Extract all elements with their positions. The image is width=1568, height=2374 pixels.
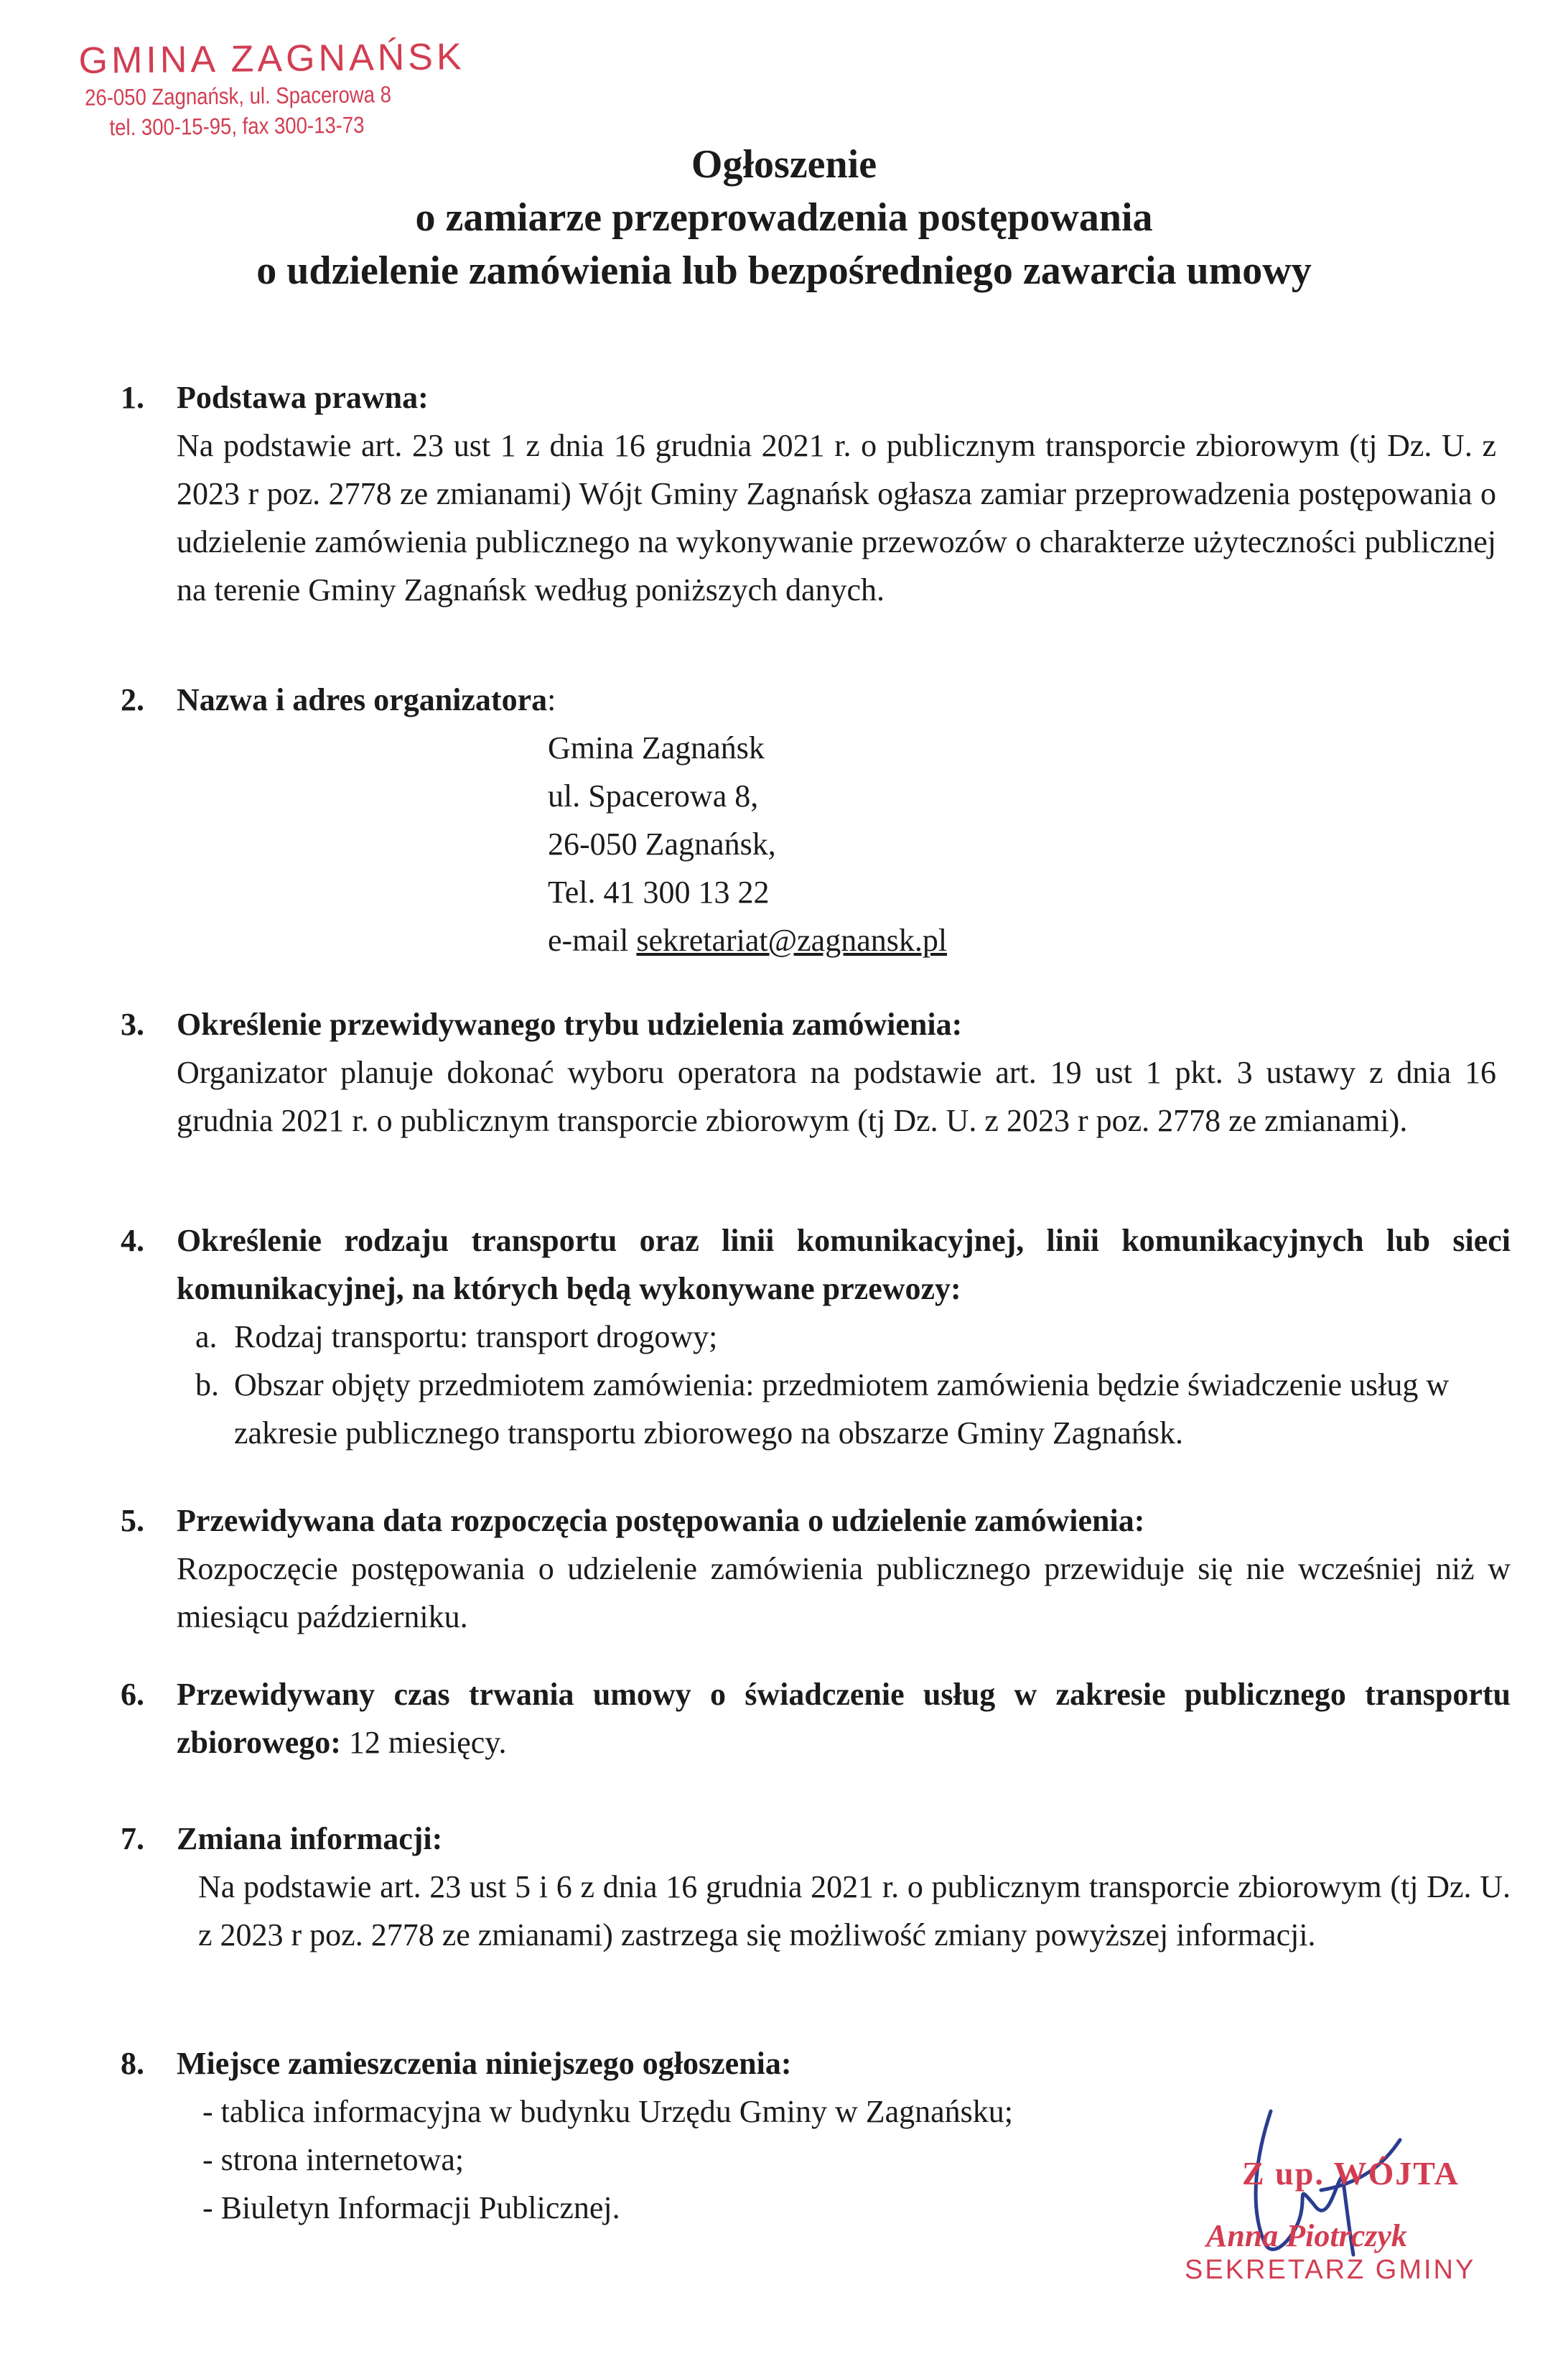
section-number: 4. (121, 1223, 144, 1258)
section-number: 7. (121, 1821, 144, 1856)
address-line: Tel. 41 300 13 22 (548, 875, 770, 910)
address-line: ul. Spacerowa 8, (548, 778, 759, 814)
organizer-address (548, 724, 947, 964)
signatory-position: SEKRETARZ GMINY (1185, 2255, 1476, 2285)
list-item: - tablica informacyjna w budynku Urzędu Gminy w Zagnańsku; (202, 2094, 1014, 2129)
section-number: 6. (121, 1677, 144, 1712)
section-heading: Przewidywany czas trwania umowy o świadczenie usług w zakresie publicznego transportu zbiorowego: (177, 1677, 1511, 1760)
section-heading: Nazwa i adres organizatora (177, 682, 548, 717)
list-letter: b. (195, 1367, 219, 1402)
signature-line-1: Z up. WÓJTA (1242, 2155, 1460, 2192)
section-heading-colon: : (547, 682, 556, 717)
signatory-name: Anna Piotrczyk (1206, 2218, 1407, 2253)
section-number: 1. (121, 380, 144, 415)
section-heading: Podstawa prawna: (177, 380, 429, 415)
section-7 (121, 1815, 1511, 1959)
list-letter: a. (195, 1319, 218, 1354)
section-heading: Przewidywana data rozpoczęcia postępowania o udzielenie zamówienia: (177, 1503, 1145, 1538)
section-number: 5. (121, 1503, 144, 1538)
section-body: Rozpoczęcie postępowania o udzielenie zamówienia publicznego przewiduje się nie wcześniej niż w miesiącu październiku. (177, 1551, 1511, 1634)
section-4 (121, 1216, 1511, 1457)
section-3 (121, 1000, 1496, 1145)
address-line: 26-050 Zagnańsk, (548, 827, 776, 862)
title-line-3: o udzielenie zamówienia lub bezpośredniego zawarcia umowy (256, 248, 1312, 293)
document-title (0, 138, 1568, 297)
section-number: 3. (121, 1007, 144, 1042)
list-text: Rodzaj transportu: transport drogowy; (234, 1319, 718, 1354)
section-body: Na podstawie art. 23 ust 1 z dnia 16 grudnia 2021 r. o publicznym transporcie zbiorowym (tj Dz. U. z 2023 r poz. 2778 ze zmianami) Wójt Gminy Zagnańsk ogłasza zamiar przeprowadzenia postępowania o udzielenie zamówienia publicznego na wykonywanie przewozów o charakterze użyteczności publicznej na terenie Gminy Zagnańsk według poniższych danych. (177, 428, 1496, 608)
section-heading: Określenie przewidywanego trybu udzielenia zamówienia: (177, 1007, 963, 1042)
transport-list (177, 1313, 1511, 1457)
section-6 (121, 1670, 1511, 1766)
section-number: 8. (121, 2046, 144, 2081)
stamp-name: GMINA ZAGNAŃSK (78, 36, 465, 82)
section-heading: Zmiana informacji: (177, 1821, 443, 1856)
municipality-stamp (78, 35, 466, 143)
stamp-phone: tel. 300-15-95, fax 300-13-73 (109, 111, 365, 141)
section-body: Na podstawie art. 23 ust 5 i 6 z dnia 16 grudnia 2021 r. o publicznym transporcie zbiorowym (tj Dz. U. z 2023 r poz. 2778 ze zmianami) zastrzega się możliwość zmiany powyższej informacji. (198, 1869, 1511, 1952)
contract-duration-value: 12 miesięcy. (340, 1725, 507, 1760)
section-number: 2. (121, 682, 144, 717)
email-link[interactable]: sekretariat@zagnansk.pl (636, 923, 948, 958)
section-heading: Określenie rodzaju transportu oraz linii komunikacyjnej, linii komunikacyjnych lub sieci komunikacyjnej, na których będą wykonywane przewozy: (177, 1223, 1511, 1306)
email-line (548, 916, 947, 964)
list-item: - strona internetowa; (202, 2142, 465, 2177)
section-body: Organizator planuje dokonać wyboru operatora na podstawie art. 19 ust 1 pkt. 3 ustawy z dnia 16 grudnia 2021 r. o publicznym transporcie zbiorowym (tj Dz. U. z 2023 r poz. 2778 ze zmianami). (177, 1055, 1496, 1138)
section-5 (121, 1496, 1511, 1641)
section-2 (121, 676, 1496, 724)
title-line-1: Ogłoszenie (691, 142, 877, 187)
list-item (177, 1313, 1511, 1361)
list-item (177, 1361, 1511, 1457)
address-line: Gmina Zagnańsk (548, 730, 765, 765)
email-label: e-mail (548, 923, 637, 958)
title-line-2: o zamiarze przeprowadzenia postępowania (415, 195, 1153, 240)
list-text: Obszar objęty przedmiotem zamówienia: przedmiotem zamówienia będzie świadczenie usług w zakresie publicznego transportu zbiorowego na obszarze Gminy Zagnańsk. (234, 1367, 1450, 1451)
section-1 (121, 373, 1496, 614)
stamp-address: 26-050 Zagnańsk, ul. Spacerowa 8 (84, 81, 392, 111)
section-heading: Miejsce zamieszczenia niniejszego ogłoszenia: (177, 2046, 792, 2081)
list-item: - Biuletyn Informacji Publicznej. (202, 2190, 620, 2225)
